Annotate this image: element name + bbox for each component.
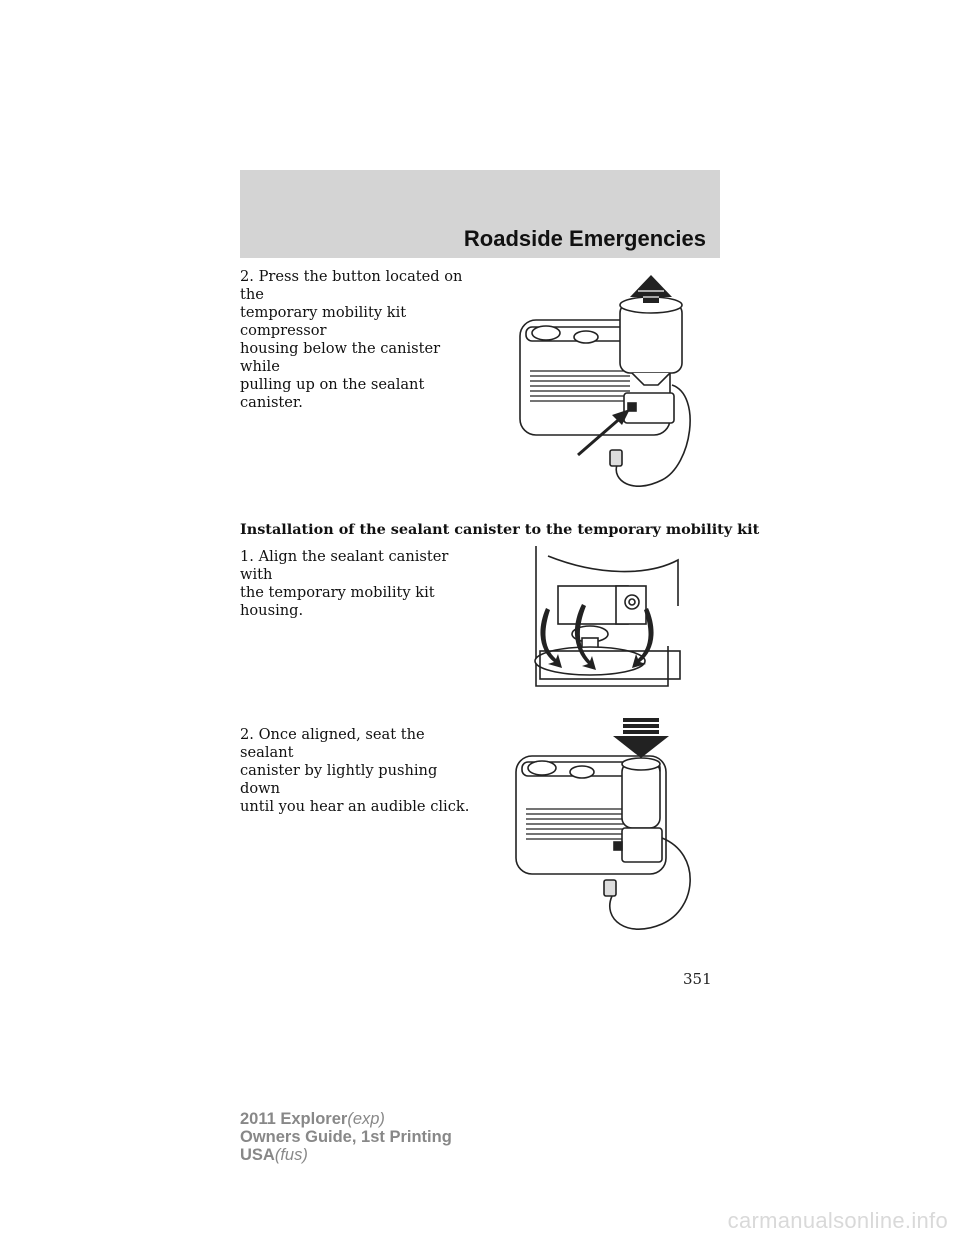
footer-line-3 bbox=[240, 1146, 452, 1164]
canister-seating-illustration bbox=[512, 714, 712, 944]
canister-removal-illustration bbox=[512, 275, 712, 505]
header-band bbox=[240, 170, 720, 258]
canister-alignment-illustration bbox=[518, 546, 700, 708]
footer-model: 2011 Explorer bbox=[240, 1110, 348, 1128]
section-heading: Installation of the sealant canister to the temporary mobility kit bbox=[240, 521, 760, 538]
step-seat-canister-text: 2. Once aligned, seat the sealant canister by lightly pushing down until you hear an audible click. bbox=[240, 726, 470, 815]
step-press-button-text: 2. Press the button located on the temporary mobility kit compressor housing below the canister while pulling up on the sealant canister. bbox=[240, 268, 463, 411]
section-title: Roadside Emergencies bbox=[463, 226, 706, 251]
watermark: carmanualsonline.info bbox=[727, 1208, 948, 1233]
footer-line-1 bbox=[240, 1110, 452, 1128]
footer-market-code: (fus) bbox=[274, 1146, 308, 1164]
step-align-canister-text: 1. Align the sealant canister with the temporary mobility kit housing. bbox=[240, 548, 449, 619]
page-number: 351 bbox=[683, 970, 712, 988]
arrow-down-icon bbox=[613, 718, 669, 758]
document-footer bbox=[240, 1110, 452, 1164]
footer-market: USA bbox=[240, 1146, 275, 1164]
footer-model-code: (exp) bbox=[347, 1110, 385, 1128]
footer-line-2: Owners Guide, 1st Printing bbox=[240, 1128, 452, 1146]
